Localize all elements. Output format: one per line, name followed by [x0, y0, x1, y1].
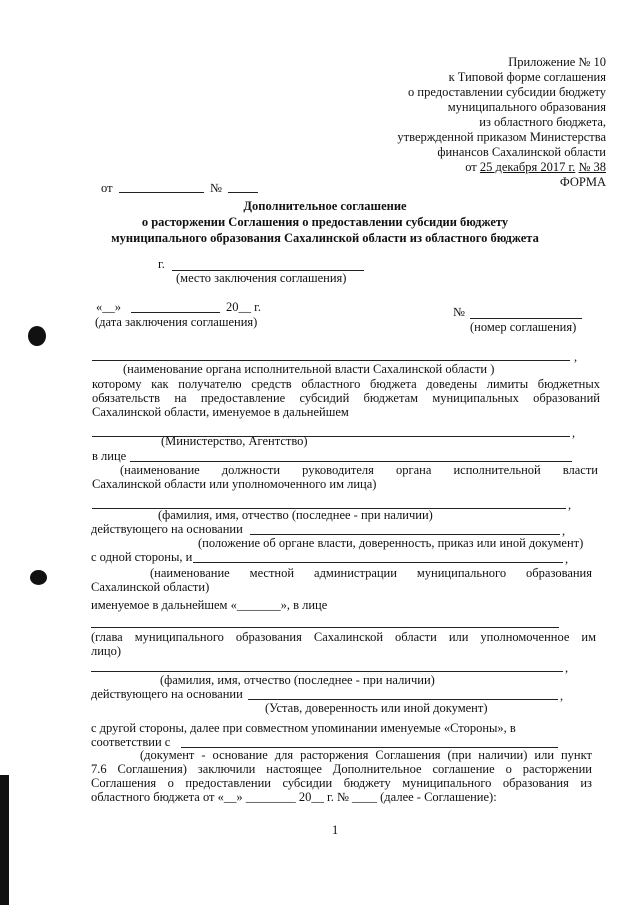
one-side-label: с одной стороны, и	[91, 550, 193, 564]
ot-line	[119, 192, 204, 193]
person-line	[130, 461, 572, 462]
position-caption: Сахалинской области или уполномоченного им лица)	[92, 477, 377, 491]
place-caption: (место заключения соглашения)	[176, 271, 347, 285]
limits-text: Сахалинской области, именуемое в дальнейшем	[92, 405, 349, 419]
punch-hole-mark	[30, 570, 47, 585]
fio-caption: (фамилия, имя, отчество (последнее - при наличии)	[158, 508, 433, 522]
no-label: №	[210, 181, 222, 195]
header-line: о предоставлении субсидии бюджету	[408, 85, 606, 99]
basis-caption: (положение об органе власти, доверенность, приказ или иной документ)	[198, 536, 584, 550]
local-admin-line	[193, 562, 563, 563]
header-line: муниципального образования	[447, 100, 606, 114]
head-line	[91, 627, 559, 628]
organ-caption: (наименование органа исполнительной власти Сахалинской области )	[123, 362, 495, 376]
number-line	[470, 318, 582, 319]
ot-label: от	[101, 181, 113, 195]
doc-text: 7.6 Соглашения) заключили настоящее Дополнительное соглашение о расторжении	[91, 762, 592, 776]
fio-line-2	[91, 671, 563, 672]
named-hereafter: именуемое в дальнейшем «_______», в лице	[91, 598, 328, 612]
title-line: Дополнительное соглашение	[243, 199, 407, 213]
according-label: соответствии с	[91, 735, 171, 749]
local-admin-caption: Сахалинской области)	[91, 580, 210, 594]
order-reference: от 25 декабря 2017 г. № 38	[465, 160, 606, 174]
local-admin-caption: (наименование местной администрации муниципального образования	[150, 566, 592, 580]
header-line: к Типовой форме соглашения	[448, 70, 606, 84]
punch-hole-mark	[28, 326, 46, 346]
organ-line	[92, 360, 570, 361]
acting-label: действующего на основании	[91, 522, 243, 536]
header-line: утвержденной приказом Министерства	[397, 130, 606, 144]
no-line	[228, 192, 258, 193]
limits-text: которому как получателю средств областного бюджета доведены лимиты бюджетных	[92, 377, 600, 391]
date-open: «__»	[96, 300, 121, 314]
number-caption: (номер соглашения)	[470, 320, 577, 334]
title-line: о расторжении Соглашения о предоставлении субсидии бюджету	[141, 215, 509, 229]
title-line: муниципального образования Сахалинской области из областного бюджета	[111, 231, 539, 245]
header-line: из областного бюджета,	[479, 115, 606, 129]
other-side-text: с другой стороны, далее при совместном упоминании именуемые «Стороны», в	[91, 721, 516, 735]
header-line: финансов Сахалинской области	[437, 145, 606, 159]
doc-text: областного бюджета от «__» ________ 20__ г. № ____ (далее - Соглашение):	[91, 790, 497, 804]
header-line: Приложение № 10	[508, 55, 606, 69]
acting-label-2: действующего на основании	[91, 687, 243, 701]
doc-text: (документ - основание для расторжения Соглашения (при наличии) или пункт	[140, 748, 592, 762]
basis-line	[250, 534, 560, 535]
page-number: 1	[332, 823, 339, 837]
limits-text: обязательств на предоставление субсидий бюджетам муниципальных образований	[92, 391, 600, 405]
date-line	[131, 312, 220, 313]
doc-text: Соглашения о предоставлении субсидии бюджету муниципального образования из	[91, 776, 592, 790]
fio-caption-2: (фамилия, имя, отчество (последнее - при наличии)	[160, 673, 435, 687]
city-label: г.	[158, 257, 165, 271]
position-caption: (наименование должности руководителя органа исполнительной власти	[120, 463, 598, 477]
number-sign: №	[453, 305, 465, 319]
basis-line-2	[248, 699, 558, 700]
head-caption: лицо)	[91, 644, 122, 658]
date-caption: (дата заключения соглашения)	[95, 315, 258, 329]
in-person-label: в лице	[92, 449, 127, 463]
form-label: ФОРМА	[559, 175, 606, 189]
ministry-caption: (Министерство, Агентство)	[161, 434, 308, 448]
basis-caption-2: (Устав, доверенность или иной документ)	[265, 701, 488, 715]
scan-edge-mark	[0, 775, 9, 905]
date-year: 20__ г.	[226, 300, 261, 314]
head-caption: (глава муниципального образования Сахалинской области или уполномоченное им	[91, 630, 596, 644]
